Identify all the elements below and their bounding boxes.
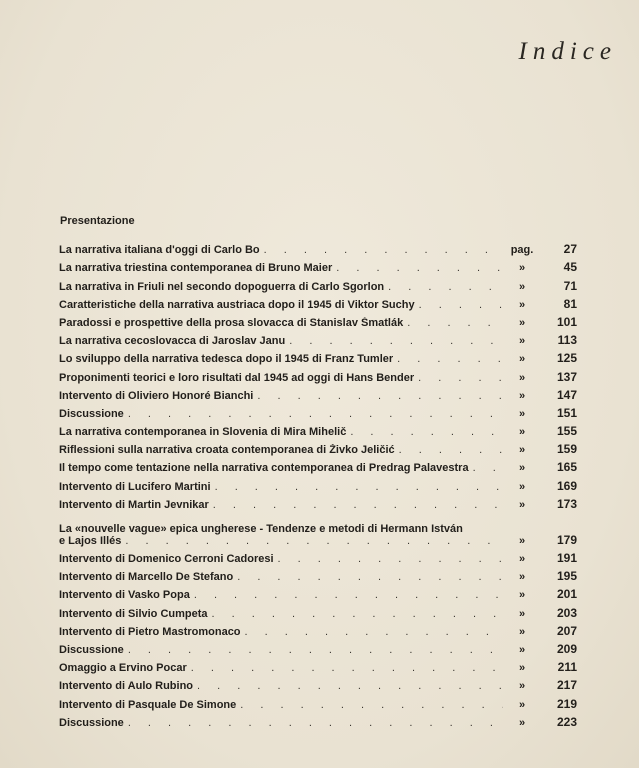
page-number: 151: [556, 405, 577, 420]
page-number: 71: [563, 278, 577, 293]
leader-dots: [407, 317, 503, 329]
toc-entry-title: Intervento di Lucifero Martini: [59, 480, 211, 493]
toc-entry: [59, 293, 577, 311]
toc-entry: [59, 601, 577, 619]
leader-dots: [289, 335, 503, 347]
page-number: 169: [556, 478, 577, 493]
page-number: 173: [556, 496, 577, 511]
page-prefix: »: [518, 643, 526, 656]
toc-entry-title: La narrativa italiana d'oggi di Carlo Bo: [59, 244, 260, 257]
toc-entry: [59, 347, 577, 365]
page-prefix: »: [518, 680, 526, 693]
page-prefix: »: [518, 589, 526, 602]
toc-entry-title: Discussione: [59, 643, 124, 656]
toc-entry-title: Lo sviluppo della narrativa tedesca dopo il 1945 di Franz Tumler: [59, 353, 394, 366]
page-prefix: »: [518, 280, 526, 293]
toc-entry-title: Intervento di Vasko Popa: [59, 589, 190, 602]
page-title: Indice: [518, 38, 617, 65]
page-number: 159: [556, 442, 577, 457]
toc-entry-title: Riflessioni sulla narrativa croata contemporanea di Živko Jeličić: [59, 444, 395, 457]
toc-entry: [59, 638, 577, 656]
toc-entry: [59, 583, 577, 601]
page-number: 195: [556, 569, 577, 584]
toc-entry: [59, 547, 577, 565]
page-number: 81: [563, 296, 577, 311]
leader-dots: [128, 717, 503, 729]
toc-entry-title: Intervento di Domenico Cerroni Cadoresi: [59, 553, 274, 565]
leader-dots: [245, 626, 503, 638]
toc-entry-title: Intervento di Pasquale De Simone: [59, 698, 237, 711]
leader-dots: [278, 553, 503, 565]
toc-entry: [59, 474, 577, 492]
toc-entry-title: La «nouvelle vague» epica ungherese - Tendenze e metodi di Hermann István: [59, 522, 463, 535]
leader-dots: [418, 372, 503, 384]
page-prefix: »: [518, 462, 526, 475]
page-prefix: »: [518, 716, 526, 729]
toc-entry: [59, 692, 577, 710]
page-prefix: »: [518, 353, 526, 366]
leader-dots: [473, 462, 503, 474]
leader-dots: [257, 390, 503, 402]
toc-entry-title: La narrativa in Friuli nel secondo dopoguerra di Carlo Sgorlon: [59, 280, 385, 293]
leader-dots: [397, 353, 503, 365]
page-prefix: »: [518, 698, 526, 711]
toc-entry-title: Intervento di Martin Jevnikar: [59, 498, 209, 511]
toc-entry-title: Il tempo come tentazione nella narrativa contemporanea di Predrag Palavestra: [59, 462, 469, 475]
page-number: 207: [556, 623, 577, 638]
toc-entry: [59, 674, 577, 692]
page-number: 219: [556, 696, 577, 711]
table-of-contents: [59, 238, 577, 729]
page-number: 165: [556, 460, 577, 475]
leader-dots: [125, 535, 503, 547]
leader-dots: [212, 608, 503, 620]
leader-dots: [399, 444, 503, 456]
toc-entry-title: La narrativa cecoslovacca di Jaroslav Janu: [59, 335, 286, 348]
page-prefix: »: [518, 553, 526, 565]
toc-entry: [59, 256, 577, 274]
leader-dots: [350, 426, 503, 438]
page-prefix: »: [518, 498, 526, 511]
page-number: 179: [556, 532, 577, 547]
page-number: 217: [556, 678, 577, 693]
page-number: 125: [556, 351, 577, 366]
page-number: 223: [556, 714, 577, 729]
toc-entry: [59, 420, 577, 438]
leader-dots: [128, 644, 503, 656]
leader-dots: [419, 299, 503, 311]
toc-entry: [59, 656, 577, 674]
leader-dots: [215, 481, 503, 493]
page-prefix: »: [518, 407, 526, 420]
page-prefix: »: [518, 262, 526, 275]
toc-entry-title: Paradossi e prospettive della prosa slovacca di Stanislav Šmatlák: [59, 316, 404, 329]
page-prefix: »: [518, 444, 526, 457]
page-prefix: »: [518, 335, 526, 348]
toc-entry: [59, 384, 577, 402]
leader-dots: [197, 680, 503, 692]
page-prefix: »: [518, 298, 526, 311]
toc-entry-title: Intervento di Oliviero Honoré Bianchi: [59, 389, 254, 402]
page-number: 209: [556, 641, 577, 656]
leader-dots: [388, 281, 503, 293]
toc-entry: [59, 438, 577, 456]
toc-entry-title-continued: e Lajos Illés: [59, 534, 122, 547]
page-prefix: »: [518, 389, 526, 402]
leader-dots: [237, 571, 503, 583]
toc-entry: [59, 711, 577, 729]
toc-entry-title: Intervento di Aulo Rubino: [59, 680, 194, 693]
toc-entry: [59, 311, 577, 329]
toc-entry-title: Omaggio a Ervino Pocar: [59, 662, 187, 675]
toc-entry: [59, 456, 577, 474]
page-prefix: »: [518, 480, 526, 493]
page-prefix: »: [518, 371, 526, 384]
leader-dots: [336, 262, 503, 274]
page-number: 155: [556, 424, 577, 439]
toc-entry-title: Intervento di Marcello De Stefano: [59, 571, 234, 584]
page-prefix: »: [518, 534, 526, 547]
leader-dots: [264, 244, 503, 256]
toc-entry-title: Discussione: [59, 716, 124, 729]
leader-dots: [240, 699, 503, 711]
intro-label: Presentazione: [60, 215, 135, 227]
toc-entry: [59, 402, 577, 420]
toc-entry: [59, 274, 577, 292]
page-prefix: pag.: [510, 244, 534, 257]
toc-entry: [59, 511, 577, 547]
toc-entry: [59, 238, 577, 256]
toc-entry-title: La narrativa contemporanea in Slovenia di Mira Mihelič: [59, 426, 347, 439]
page-number: 201: [556, 587, 577, 602]
page-prefix: »: [518, 625, 526, 638]
page-prefix: »: [518, 607, 526, 620]
page-prefix: »: [518, 571, 526, 584]
page-prefix: »: [518, 316, 526, 329]
leader-dots: [128, 408, 503, 420]
page-number: 191: [556, 551, 577, 565]
toc-entry-title: Intervento di Pietro Mastromonaco: [59, 625, 241, 638]
toc-entry: [59, 565, 577, 583]
page-number: 27: [563, 242, 577, 257]
leader-dots: [194, 589, 503, 601]
toc-entry-title: Discussione: [59, 407, 124, 420]
page-prefix: »: [518, 662, 526, 675]
page-number: 137: [556, 369, 577, 384]
toc-entry: [59, 620, 577, 638]
page-number: 211: [557, 660, 577, 675]
toc-entry-title: Intervento di Silvio Cumpeta: [59, 607, 208, 620]
page-prefix: »: [518, 426, 526, 439]
page-number: 45: [563, 260, 577, 275]
page-number: 101: [556, 314, 577, 329]
page-number: 113: [557, 333, 577, 348]
toc-entry-title: Caratteristiche della narrativa austriaca dopo il 1945 di Viktor Suchy: [59, 298, 415, 311]
page-number: 147: [556, 387, 577, 402]
leader-dots: [213, 499, 503, 511]
toc-entry: [59, 493, 577, 511]
toc-entry-title: La narrativa triestina contemporanea di Bruno Maier: [59, 262, 333, 275]
page-number: 203: [556, 605, 577, 620]
toc-entry: [59, 329, 577, 347]
toc-entry: [59, 365, 577, 383]
toc-entry-title: Proponimenti teorici e loro risultati dal 1945 ad oggi di Hans Bender: [59, 371, 415, 384]
leader-dots: [191, 662, 503, 674]
